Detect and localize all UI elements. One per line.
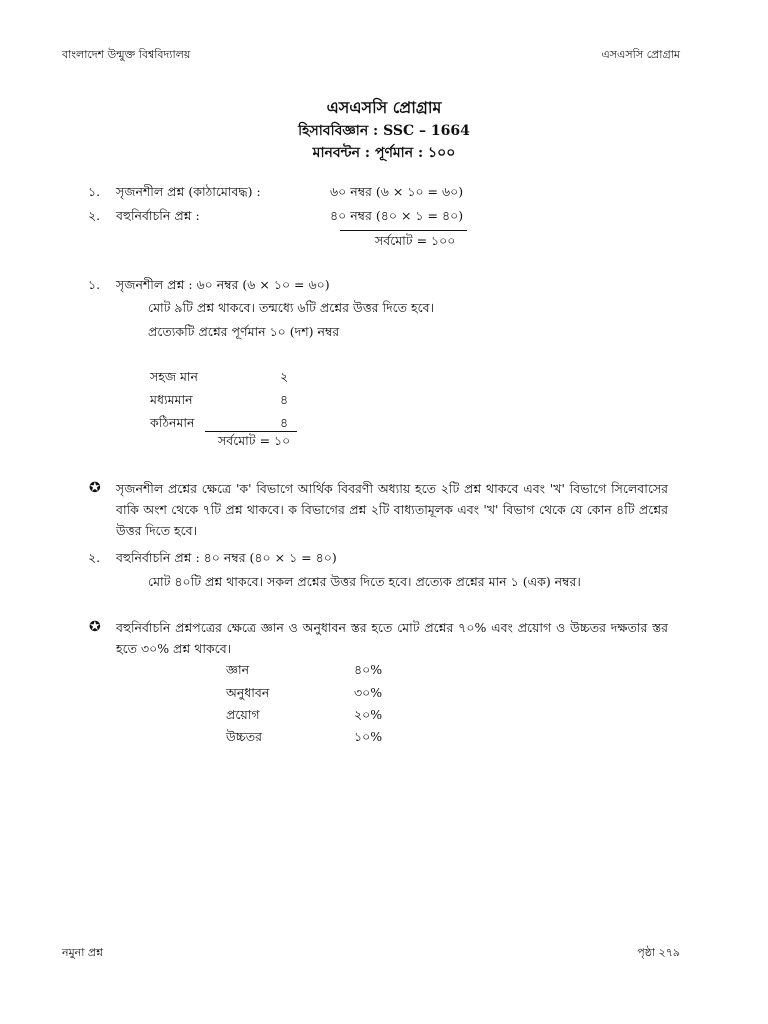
level-value-hard: ৪ — [280, 415, 289, 430]
levels-total-rule — [205, 431, 297, 432]
summary-total: সর্বমোট = ১০০ — [375, 233, 456, 248]
mcq-line-1: মোট ৪০টি প্রশ্ন থাকবে। সকল প্রশ্নের উত্তর দিতে হবে। প্রত্যেক প্রশ্নের মান ১ (এক) নম্বর। — [148, 574, 581, 589]
skill-value-comprehension: ৩০% — [354, 685, 383, 700]
skill-value-application: ২০% — [354, 707, 383, 722]
level-label-medium: মধ্যমমান — [150, 392, 193, 407]
summary-label-1: সৃজনশীল প্রশ্ন (কাঠামোবদ্ধ) : — [116, 184, 261, 199]
mcq-num: ২. — [88, 550, 101, 565]
skill-value-knowledge: ৪০% — [354, 662, 383, 677]
levels-total: সর্বমোট = ১০ — [218, 433, 291, 448]
creative-heading: সৃজনশীল প্রশ্ন : ৬০ নম্বর (৬ × ১০ = ৬০) — [116, 277, 330, 292]
star-in-circle-icon: ✪ — [89, 619, 101, 635]
level-value-medium: ৪ — [280, 392, 289, 407]
summary-label-2: বহুনির্বাচনি প্রশ্ন : — [116, 208, 200, 223]
mcq-heading: বহুনির্বাচনি প্রশ্ন : ৪০ নম্বর (৪০ × ১ = ৪০) — [116, 550, 337, 565]
level-label-easy: সহজ মান — [150, 369, 199, 384]
skill-label-knowledge: জ্ঞান — [226, 662, 250, 677]
summary-num-2: ২. — [88, 208, 101, 223]
page-number: পৃষ্ঠা ২৭৯ — [637, 946, 680, 959]
running-footer-left: নমুনা প্রশ্ন — [62, 946, 104, 959]
subject-title: হিসাববিজ্ঞান : SSC – 1664 — [298, 123, 470, 139]
creative-line-2: প্রত্যেকটি প্রশ্নের পূর্ণমান ১০ (দশ) নম্বর — [148, 324, 340, 339]
program-title: এসএসসি প্রোগ্রাম — [326, 98, 442, 117]
marks-title: মানবন্টন : পূর্ণমান : ১০০ — [312, 145, 456, 161]
creative-line-1: মোট ৯টি প্রশ্ন থাকবে। তন্মধ্যে ৬টি প্রশ্নের উত্তর দিতে হবে। — [148, 300, 435, 315]
skill-label-higher: উচ্চতর — [226, 729, 263, 744]
skill-label-application: প্রয়োগ — [226, 707, 260, 722]
star-in-circle-icon: ✪ — [89, 480, 101, 496]
running-header-right: এসএসসি প্রোগ্রাম — [601, 48, 680, 61]
summary-value-2: ৪০ নম্বর (৪০ × ১ = ৪০) — [330, 208, 464, 223]
creative-num: ১. — [88, 277, 101, 292]
skill-label-comprehension: অনুধাবন — [226, 685, 270, 700]
summary-value-1: ৬০ নম্বর (৬ × ১০ = ৬০) — [330, 184, 464, 199]
skill-value-higher: ১০% — [354, 729, 383, 744]
note-mcq: বহুনির্বাচনি প্রশ্নপত্রের ক্ষেত্রে জ্ঞান ও অনুধাবন স্তর হতে মোট প্রশ্নের ৭০% এবং প্রয়োগ ও উচ্চতর দক্ষতার স্তর হতে ৩০% প্রশ্ন থাকবে। — [116, 620, 668, 656]
level-value-easy: ২ — [280, 369, 289, 384]
running-header-left: বাংলাদেশ উন্মুক্ত বিশ্ববিদ্যালয় — [62, 48, 191, 61]
note-creative: সৃজনশীল প্রশ্নের ক্ষেত্রে 'ক' বিভাগে আর্থিক বিবরণী অধ্যায় হতে ২টি প্রশ্ন থাকবে এবং 'খ' বিভাগে সিলেবাসের বাকি অংশ থেকে ৭টি প্রশ্ন থাকবে। ক বিভাগের প্রশ্ন ২টি বাধ্যতামূলক এবং 'খ' বিভাগ থেকে যে কোন ৪টি প্রশ্নের উত্তর দিতে হবে। — [116, 481, 668, 538]
summary-total-rule — [340, 230, 467, 231]
level-label-hard: কঠিনমান — [150, 415, 195, 430]
summary-num-1: ১. — [88, 184, 101, 199]
